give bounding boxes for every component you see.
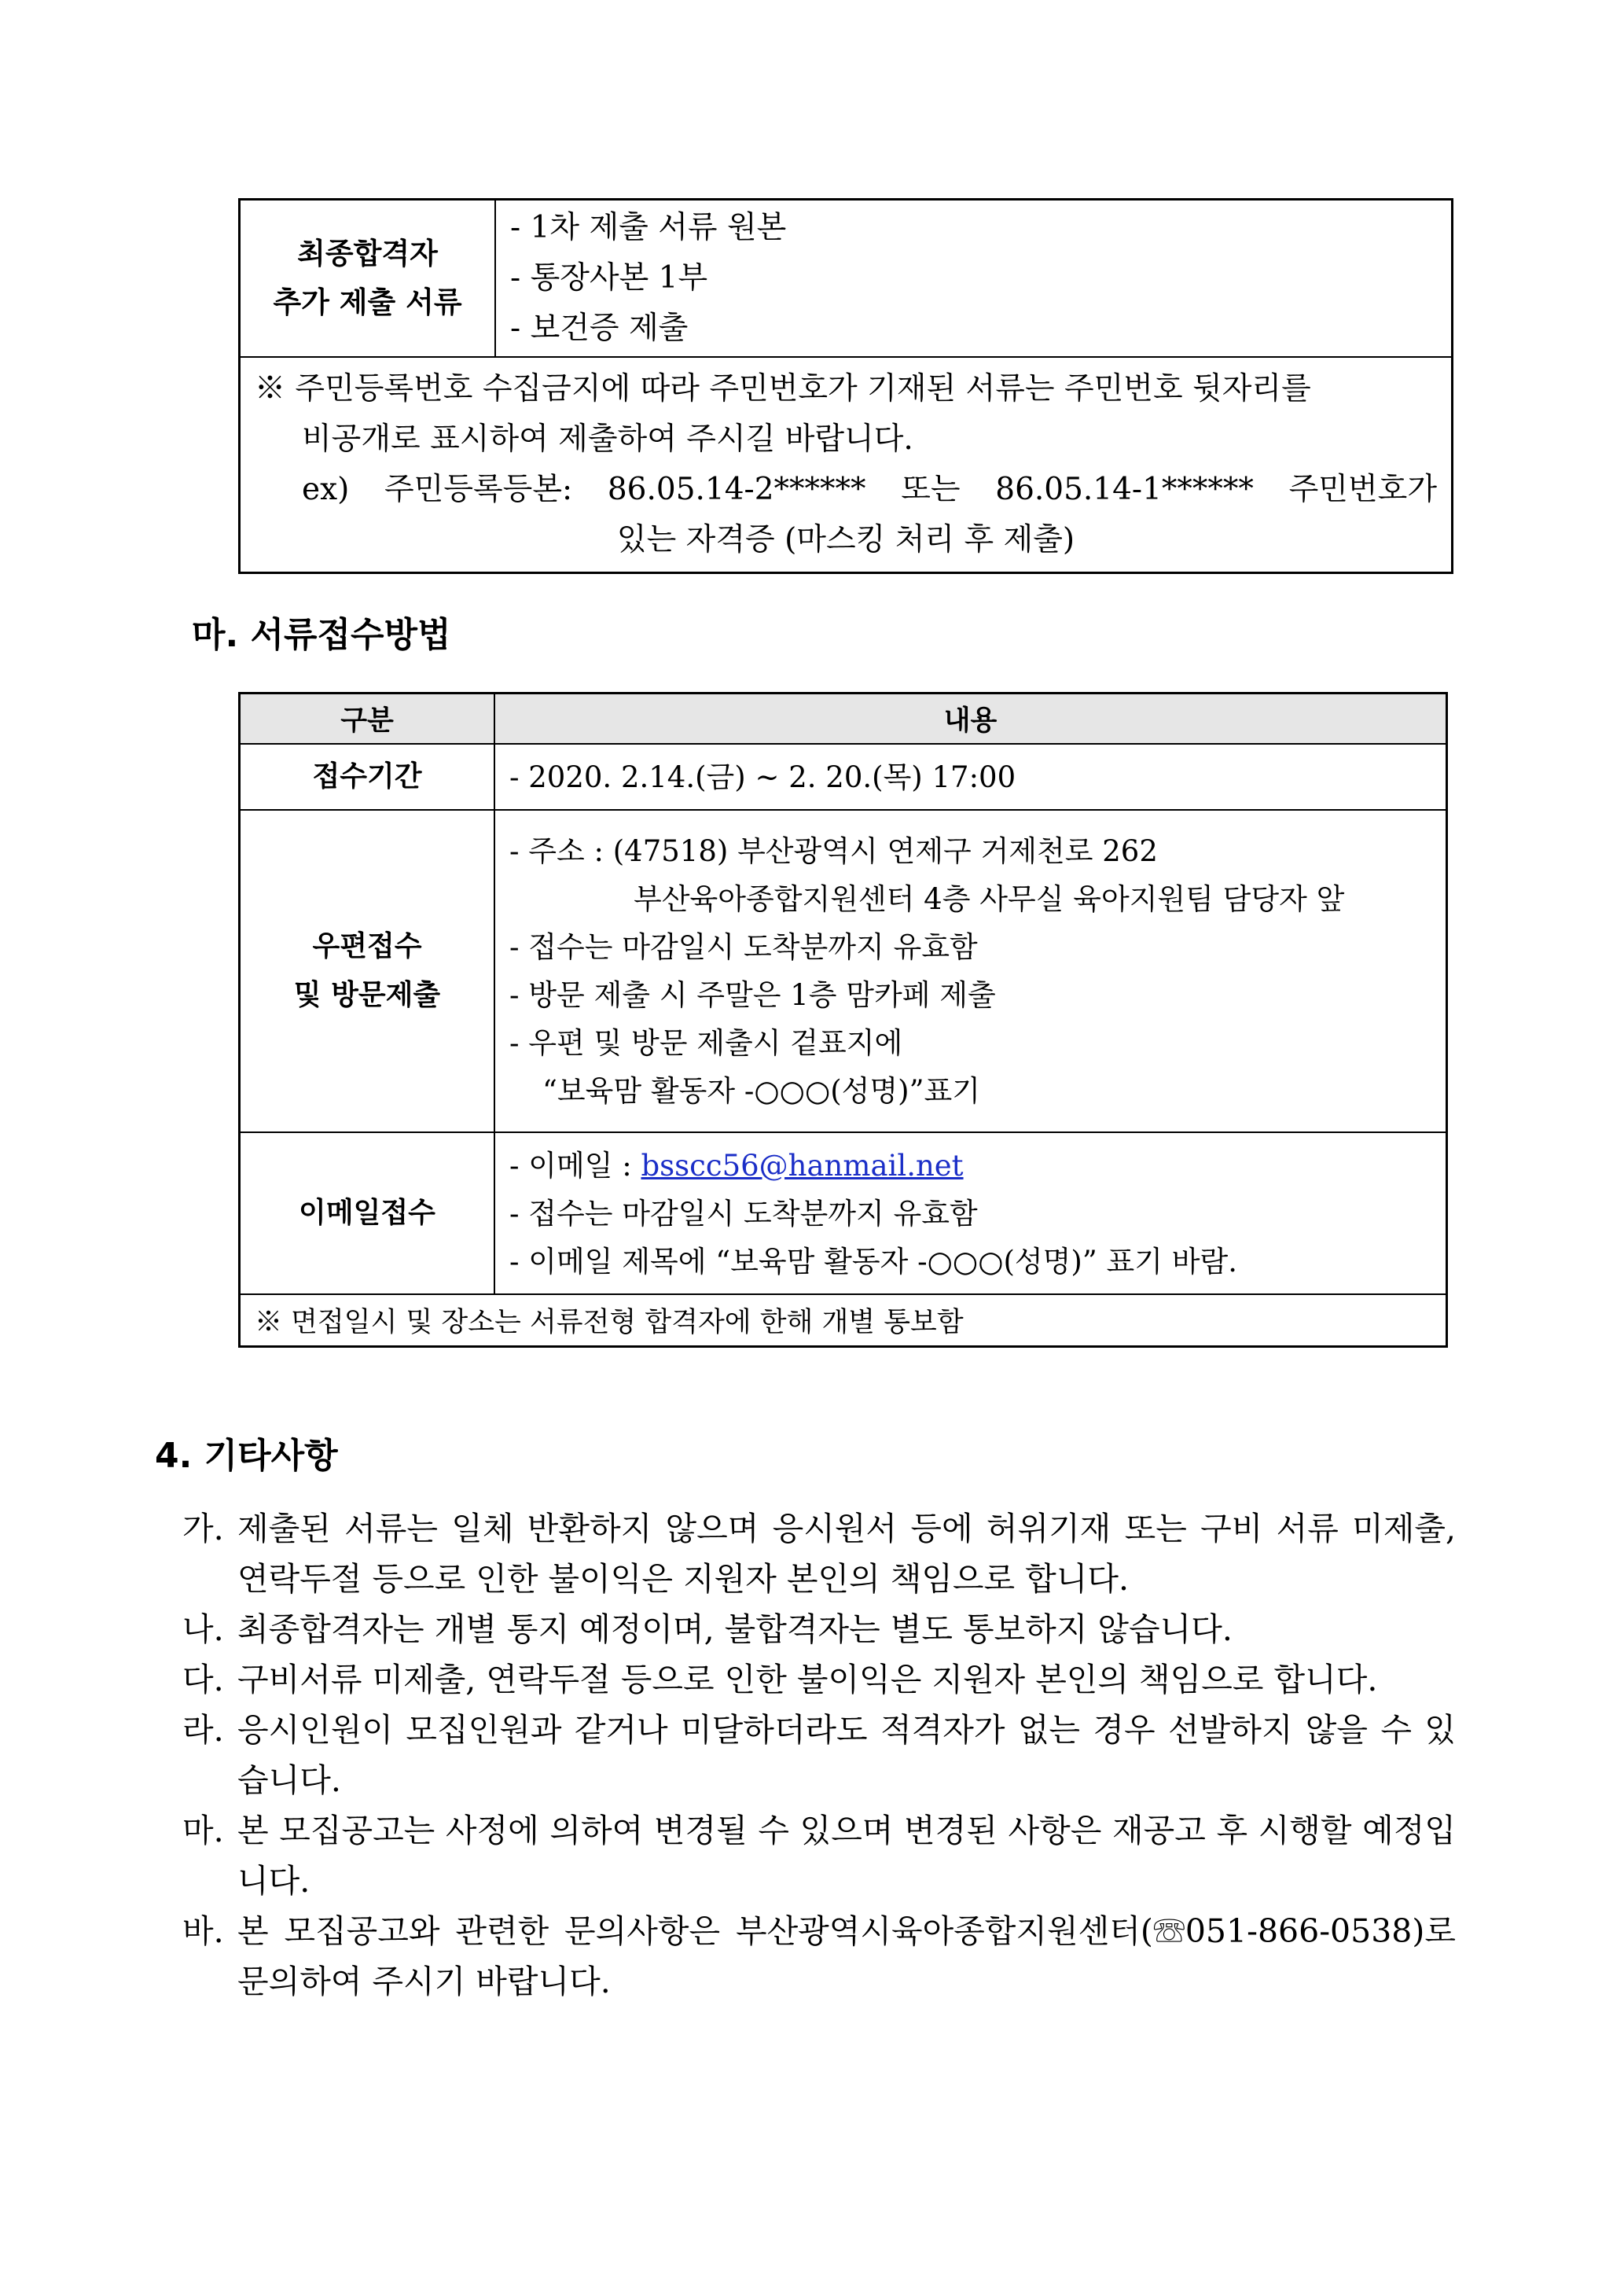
note-line: 있는 자격증 (마스킹 처리 후 제출) (616, 522, 1075, 557)
list-text: 응시인원이 모집인원과 같거나 미달하더라도 적격자가 없는 경우 선발하지 않을 수 있습니다. (237, 1711, 1456, 1799)
list-item (182, 1906, 1456, 2007)
list-item (182, 1805, 1456, 1906)
resident-number-note (240, 357, 1453, 573)
interview-note: ※ 면접일시 및 장소는 서류전형 합격자에 한해 개별 통보함 (240, 1294, 1447, 1347)
final-docs-item: - 보건증 제출 (510, 311, 689, 346)
post-label-line1: 우편접수 (312, 930, 422, 962)
post-line: - 우편 및 방문 제출시 겉표지에 (509, 1026, 903, 1060)
section-ma-title: 마. 서류접수방법 (192, 615, 451, 655)
final-docs-label (240, 200, 496, 358)
final-docs-list (495, 200, 1453, 358)
note-line: 비공개로 표시하여 제출하여 주시길 바랍니다. (302, 421, 913, 457)
list-item (182, 1654, 1456, 1705)
list-text: 최종합격자는 개별 통지 예정이며, 불합격자는 별도 통보하지 않습니다. (237, 1610, 1233, 1648)
post-label (240, 810, 495, 1132)
list-text: 제출된 서류는 일체 반환하지 않으며 응시원서 등에 허위기재 또는 구비 서류 미제출, 연락두절 등으로 인한 불이익은 지원자 본인의 책임으로 합니다. (237, 1510, 1456, 1598)
email-link[interactable]: bsscc56@hanmail.net (641, 1148, 964, 1183)
post-line: 부산육아종합지원센터 4층 사무실 육아지원팀 담당자 앞 (634, 882, 1345, 916)
section-4-title: 4. 기타사항 (155, 1436, 338, 1476)
final-docs-item: - 통장사본 1부 (510, 260, 708, 296)
post-details (494, 810, 1447, 1132)
post-label-line2: 및 방문제출 (293, 979, 441, 1011)
list-text: 구비서류 미제출, 연락두절 등으로 인한 불이익은 지원자 본인의 책임으로 합니다. (237, 1661, 1378, 1698)
final-docs-item: - 1차 제출 서류 원본 (510, 210, 787, 245)
email-prefix: - 이메일 : (509, 1148, 641, 1183)
period-value: - 2020. 2.14.(금) ~ 2. 20.(목) 17:00 (494, 744, 1447, 810)
final-docs-table (238, 198, 1453, 574)
list-item (182, 1705, 1456, 1805)
list-marker: 마. (182, 1812, 224, 1849)
header-content: 내용 (494, 694, 1447, 745)
submission-method-table (238, 692, 1448, 1348)
email-line: - 접수는 마감일시 도착분까지 유효함 (509, 1196, 978, 1231)
email-label: 이메일접수 (240, 1132, 495, 1294)
final-docs-label-line2: 추가 제출 서류 (273, 285, 462, 319)
list-item (182, 1604, 1456, 1654)
list-item (182, 1503, 1456, 1604)
header-category: 구분 (240, 694, 495, 745)
list-text: 본 모집공고와 관련한 문의사항은 부산광역시육아종합지원센터(☏051-866-0538)로 문의하여 주시기 바랍니다. (237, 1912, 1456, 2000)
list-text: 본 모집공고는 사정에 의하여 변경될 수 있으며 변경된 사항은 재공고 후 시행할 예정입니다. (237, 1812, 1456, 1900)
list-marker: 나. (182, 1610, 224, 1648)
email-details (494, 1132, 1447, 1294)
list-marker: 바. (182, 1912, 224, 1950)
list-marker: 다. (182, 1661, 224, 1698)
email-line (509, 1142, 1446, 1190)
note-line: ex) 주민등록등본: 86.05.14-2****** 또는 86.05.14-1****** 주민번호가 (302, 472, 1437, 507)
note-line: ※ 주민등록번호 수집금지에 따라 주민번호가 기재된 서류는 주민번호 뒷자리를 (255, 371, 1311, 407)
final-docs-label-line1: 최종합격자 (297, 237, 438, 270)
period-label: 접수기간 (240, 744, 495, 810)
list-marker: 가. (182, 1510, 224, 1547)
list-marker: 라. (182, 1711, 224, 1749)
etc-list (182, 1503, 1456, 2007)
post-line: - 접수는 마감일시 도착분까지 유효함 (509, 930, 978, 964)
email-line: - 이메일 제목에 “보육맘 활동자 -○○○(성명)” 표기 바람. (509, 1244, 1238, 1279)
post-line: - 방문 제출 시 주말은 1층 맘카페 제출 (509, 978, 996, 1012)
post-line: “보육맘 활동자 -○○○(성명)”표기 (542, 1074, 980, 1108)
post-line: - 주소 : (47518) 부산광역시 연제구 거제천로 262 (509, 834, 1158, 868)
